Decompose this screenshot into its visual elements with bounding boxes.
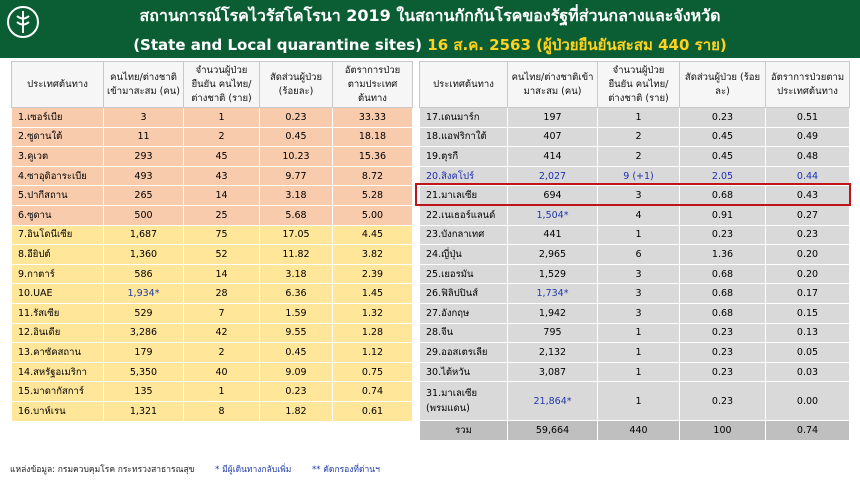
case-percent: 0.23 xyxy=(260,108,333,128)
country-name: 13.คาซัคสถาน xyxy=(12,343,104,363)
country-name: 2.ซูดานใต้ xyxy=(12,127,104,147)
country-name: 10.UAE xyxy=(12,284,104,304)
case-percent: 17.05 xyxy=(260,225,333,245)
case-percent: 6.36 xyxy=(260,284,333,304)
arrivals-count: 3 xyxy=(104,108,184,128)
case-percent: 0.23 xyxy=(680,108,766,128)
total-percent: 100 xyxy=(680,421,766,441)
case-percent: 1.82 xyxy=(260,401,333,421)
country-name: 3.คูเวต xyxy=(12,147,104,167)
case-percent: 0.23 xyxy=(260,382,333,402)
note-added-travelers: * มีผู้เดินทางกลับเพิ่ม xyxy=(215,465,292,475)
infection-rate: 0.23 xyxy=(766,225,850,245)
table-row xyxy=(420,362,850,382)
country-name: 24.ญี่ปุ่น xyxy=(420,245,508,265)
country-name: 25.เยอรมัน xyxy=(420,264,508,284)
table-row xyxy=(12,284,413,304)
infection-rate: 0.13 xyxy=(766,323,850,343)
singapore-highlight-box xyxy=(415,183,851,206)
total-row xyxy=(420,421,850,441)
confirmed-count: 2 xyxy=(184,127,260,147)
table-row xyxy=(420,205,850,225)
source-note: แหล่งข้อมูล: กรมควบคุมโรค กระทรวงสาธารณสุข xyxy=(10,465,195,475)
confirmed-count: 1 xyxy=(598,382,680,421)
country-name: 14.สหรัฐอเมริกา xyxy=(12,362,104,382)
confirmed-count: 3 xyxy=(598,186,680,206)
infection-rate: 33.33 xyxy=(333,108,413,128)
table-header-row xyxy=(420,62,850,108)
case-percent: 0.23 xyxy=(680,323,766,343)
infection-rate: 18.18 xyxy=(333,127,413,147)
case-percent: 0.68 xyxy=(680,186,766,206)
note-checkpoint: ** คัดกรองที่ด่านฯ xyxy=(312,465,380,475)
table-row xyxy=(12,147,413,167)
arrivals-count: 441 xyxy=(508,225,598,245)
arrivals-count: 1,360 xyxy=(104,245,184,265)
arrivals-count: 493 xyxy=(104,166,184,186)
arrivals-count: 1,687 xyxy=(104,225,184,245)
header-banner xyxy=(0,0,860,58)
confirmed-count: 3 xyxy=(598,264,680,284)
country-name: 6.ซูดาน xyxy=(12,205,104,225)
table-row xyxy=(12,323,413,343)
header-rate: อัตราการป่วยตามประเทศต้นทาง xyxy=(766,62,850,108)
arrivals-count: 293 xyxy=(104,147,184,167)
infection-rate: 0.20 xyxy=(766,264,850,284)
infection-rate: 0.15 xyxy=(766,303,850,323)
table-row xyxy=(420,127,850,147)
infection-rate: 0.44 xyxy=(766,166,850,186)
page-title-thai: สถานการณ์โรคไวรัสโคโรนา 2019 ในสถานกักกันโรคของรัฐที่ส่วนกลางและจังหวัด xyxy=(139,6,721,25)
country-name: 22.เนเธอร์แลนด์ xyxy=(420,205,508,225)
case-percent: 1.36 xyxy=(680,245,766,265)
table-row xyxy=(420,147,850,167)
country-name: 28.จีน xyxy=(420,323,508,343)
case-percent: 0.68 xyxy=(680,284,766,304)
header-percent: สัดส่วนผู้ป่วย (ร้อยละ) xyxy=(680,62,766,108)
table-header-row xyxy=(12,62,413,108)
confirmed-count: 1 xyxy=(598,362,680,382)
arrivals-count: 1,321 xyxy=(104,401,184,421)
arrivals-count: 414 xyxy=(508,147,598,167)
case-percent: 9.77 xyxy=(260,166,333,186)
infection-rate: 5.28 xyxy=(333,186,413,206)
country-name: 29.ออสเตรเลีย xyxy=(420,343,508,363)
country-name: 16.บาห์เรน xyxy=(12,401,104,421)
confirmed-count: 2 xyxy=(184,343,260,363)
case-percent: 9.09 xyxy=(260,362,333,382)
arrivals-count: 795 xyxy=(508,323,598,343)
arrivals-count: 197 xyxy=(508,108,598,128)
case-percent: 5.68 xyxy=(260,205,333,225)
country-name-line1: 31.มาเลเซีย xyxy=(426,388,478,400)
page-subtitle xyxy=(0,33,860,57)
table-row xyxy=(12,108,413,128)
country-name: 21.มาเลเซีย xyxy=(420,186,508,206)
confirmed-count: 52 xyxy=(184,245,260,265)
table-row xyxy=(420,284,850,304)
country-name xyxy=(420,382,508,421)
table-row xyxy=(12,343,413,363)
arrivals-count: 500 xyxy=(104,205,184,225)
case-percent: 0.68 xyxy=(680,303,766,323)
header-country: ประเทศต้นทาง xyxy=(12,62,104,108)
confirmed-count: 28 xyxy=(184,284,260,304)
infection-rate: 5.00 xyxy=(333,205,413,225)
subtitle-english: (State and Local quarantine sites) xyxy=(133,36,423,54)
arrivals-count: 1,942 xyxy=(508,303,598,323)
infection-rate: 0.61 xyxy=(333,401,413,421)
table-row xyxy=(420,225,850,245)
arrivals-count: 179 xyxy=(104,343,184,363)
table-row xyxy=(12,166,413,186)
arrivals-count: 21,864* xyxy=(508,382,598,421)
table-row xyxy=(12,303,413,323)
country-name: 1.เซอร์เบีย xyxy=(12,108,104,128)
confirmed-count: 14 xyxy=(184,186,260,206)
table-row xyxy=(420,264,850,284)
table-row xyxy=(12,205,413,225)
case-percent: 10.23 xyxy=(260,147,333,167)
country-name: 18.แอฟริกาใต้ xyxy=(420,127,508,147)
infection-rate: 0.05 xyxy=(766,343,850,363)
infection-rate: 15.36 xyxy=(333,147,413,167)
infection-rate: 0.43 xyxy=(766,186,850,206)
arrivals-count: 407 xyxy=(508,127,598,147)
case-percent: 0.45 xyxy=(260,127,333,147)
confirmed-count: 1 xyxy=(184,382,260,402)
arrivals-count: 1,734* xyxy=(508,284,598,304)
case-percent: 0.68 xyxy=(680,264,766,284)
arrivals-count: 135 xyxy=(104,382,184,402)
total-rate: 0.74 xyxy=(766,421,850,441)
total-arrivals: 59,664 xyxy=(508,421,598,441)
header-percent: สัดส่วนผู้ป่วย (ร้อยละ) xyxy=(260,62,333,108)
country-name: 15.มาดากัสการ์ xyxy=(12,382,104,402)
confirmed-count: 3 xyxy=(598,303,680,323)
case-percent: 2.05 xyxy=(680,166,766,186)
case-percent: 11.82 xyxy=(260,245,333,265)
confirmed-count: 2 xyxy=(598,127,680,147)
table-row xyxy=(12,186,413,206)
table-row xyxy=(12,127,413,147)
country-name: 26.ฟิลิปปินส์ xyxy=(420,284,508,304)
arrivals-count: 586 xyxy=(104,264,184,284)
infection-rate: 1.45 xyxy=(333,284,413,304)
table-row xyxy=(420,108,850,128)
table-row xyxy=(12,382,413,402)
report-date: 16 ส.ค. 2563 xyxy=(427,36,531,54)
infection-rate: 0.17 xyxy=(766,284,850,304)
infection-rate: 2.39 xyxy=(333,264,413,284)
infection-rate: 0.48 xyxy=(766,147,850,167)
case-percent: 9.55 xyxy=(260,323,333,343)
confirmed-count: 40 xyxy=(184,362,260,382)
confirmed-count: 9 (+1) xyxy=(598,166,680,186)
header-country: ประเทศต้นทาง xyxy=(420,62,508,108)
country-name: 17.เดนมาร์ก xyxy=(420,108,508,128)
footer-notes xyxy=(10,462,380,476)
table-row xyxy=(420,343,850,363)
total-confirmed: 440 xyxy=(598,421,680,441)
header-confirmed: จำนวนผู้ป่วยยืนยัน คนไทย/ต่างชาติ (ราย) xyxy=(184,62,260,108)
case-percent: 0.23 xyxy=(680,225,766,245)
confirmed-count: 1 xyxy=(598,225,680,245)
infection-rate: 0.51 xyxy=(766,108,850,128)
case-percent: 0.91 xyxy=(680,205,766,225)
country-name: 27.อังกฤษ xyxy=(420,303,508,323)
country-name: 23.บังกลาเทศ xyxy=(420,225,508,245)
confirmed-count: 6 xyxy=(598,245,680,265)
arrivals-count: 1,504* xyxy=(508,205,598,225)
cumulative-cases: (ผู้ป่วยยืนยันสะสม 440 ราย) xyxy=(536,36,727,54)
arrivals-count: 1,934* xyxy=(104,284,184,304)
case-percent: 0.23 xyxy=(680,362,766,382)
arrivals-count: 2,132 xyxy=(508,343,598,363)
header-arrivals: คนไทย/ต่างชาติเข้ามาสะสม (คน) xyxy=(508,62,598,108)
header-rate: อัตราการป่วยตามประเทศต้นทาง xyxy=(333,62,413,108)
confirmed-count: 3 xyxy=(598,284,680,304)
country-name: 20.สิงคโปร์ xyxy=(420,166,508,186)
infection-rate: 0.74 xyxy=(333,382,413,402)
header-confirmed: จำนวนผู้ป่วยยืนยัน คนไทย/ต่างชาติ (ราย) xyxy=(598,62,680,108)
infection-rate: 0.03 xyxy=(766,362,850,382)
infection-rate: 0.49 xyxy=(766,127,850,147)
infection-rate: 4.45 xyxy=(333,225,413,245)
table-row xyxy=(12,362,413,382)
country-name: 11.รัสเซีย xyxy=(12,303,104,323)
case-percent: 1.59 xyxy=(260,303,333,323)
case-percent: 0.23 xyxy=(680,343,766,363)
table-row xyxy=(12,245,413,265)
arrivals-count: 3,087 xyxy=(508,362,598,382)
confirmed-count: 25 xyxy=(184,205,260,225)
arrivals-count: 3,286 xyxy=(104,323,184,343)
arrivals-count: 694 xyxy=(508,186,598,206)
infection-rate: 0.20 xyxy=(766,245,850,265)
case-percent: 3.18 xyxy=(260,186,333,206)
header-arrivals: คนไทย/ต่างชาติเข้ามาสะสม (คน) xyxy=(104,62,184,108)
infection-rate: 8.72 xyxy=(333,166,413,186)
arrivals-count: 11 xyxy=(104,127,184,147)
arrivals-count: 529 xyxy=(104,303,184,323)
infection-rate: 0.27 xyxy=(766,205,850,225)
infection-rate: 1.32 xyxy=(333,303,413,323)
confirmed-count: 42 xyxy=(184,323,260,343)
confirmed-count: 1 xyxy=(184,108,260,128)
confirmed-count: 7 xyxy=(184,303,260,323)
arrivals-count: 265 xyxy=(104,186,184,206)
country-name: 5.ปากีสถาน xyxy=(12,186,104,206)
country-name: 9.กาตาร์ xyxy=(12,264,104,284)
confirmed-count: 1 xyxy=(598,108,680,128)
right-country-table xyxy=(419,61,850,441)
country-name: 4.ซาอุดิอาระเบีย xyxy=(12,166,104,186)
infection-rate: 1.12 xyxy=(333,343,413,363)
case-percent: 0.45 xyxy=(680,127,766,147)
confirmed-count: 75 xyxy=(184,225,260,245)
arrivals-count: 2,965 xyxy=(508,245,598,265)
case-percent: 3.18 xyxy=(260,264,333,284)
table-row xyxy=(420,382,850,421)
confirmed-count: 14 xyxy=(184,264,260,284)
case-percent: 0.45 xyxy=(680,147,766,167)
country-name: 30.ไต้หวัน xyxy=(420,362,508,382)
arrivals-count: 2,027 xyxy=(508,166,598,186)
table-row xyxy=(12,264,413,284)
confirmed-count: 45 xyxy=(184,147,260,167)
case-percent: 0.45 xyxy=(260,343,333,363)
arrivals-count: 1,529 xyxy=(508,264,598,284)
country-name: 8.อียิปต์ xyxy=(12,245,104,265)
table-row xyxy=(420,303,850,323)
infection-rate: 0.75 xyxy=(333,362,413,382)
infection-rate: 3.82 xyxy=(333,245,413,265)
confirmed-count: 4 xyxy=(598,205,680,225)
country-name-line2: (พรมแดน) xyxy=(426,403,470,415)
table-row xyxy=(12,401,413,421)
confirmed-count: 2 xyxy=(598,147,680,167)
country-name: 19.ตุรกี xyxy=(420,147,508,167)
confirmed-count: 1 xyxy=(598,343,680,363)
infection-rate: 0.00 xyxy=(766,382,850,421)
arrivals-count: 5,350 xyxy=(104,362,184,382)
table-row xyxy=(420,323,850,343)
table-row xyxy=(420,245,850,265)
confirmed-count: 8 xyxy=(184,401,260,421)
table-row xyxy=(12,225,413,245)
total-label: รวม xyxy=(420,421,508,441)
infection-rate: 1.28 xyxy=(333,323,413,343)
confirmed-count: 43 xyxy=(184,166,260,186)
left-country-table xyxy=(11,61,413,422)
country-name: 7.อินโดนีเซีย xyxy=(12,225,104,245)
country-name: 12.อินเดีย xyxy=(12,323,104,343)
case-percent: 0.23 xyxy=(680,382,766,421)
confirmed-count: 1 xyxy=(598,323,680,343)
